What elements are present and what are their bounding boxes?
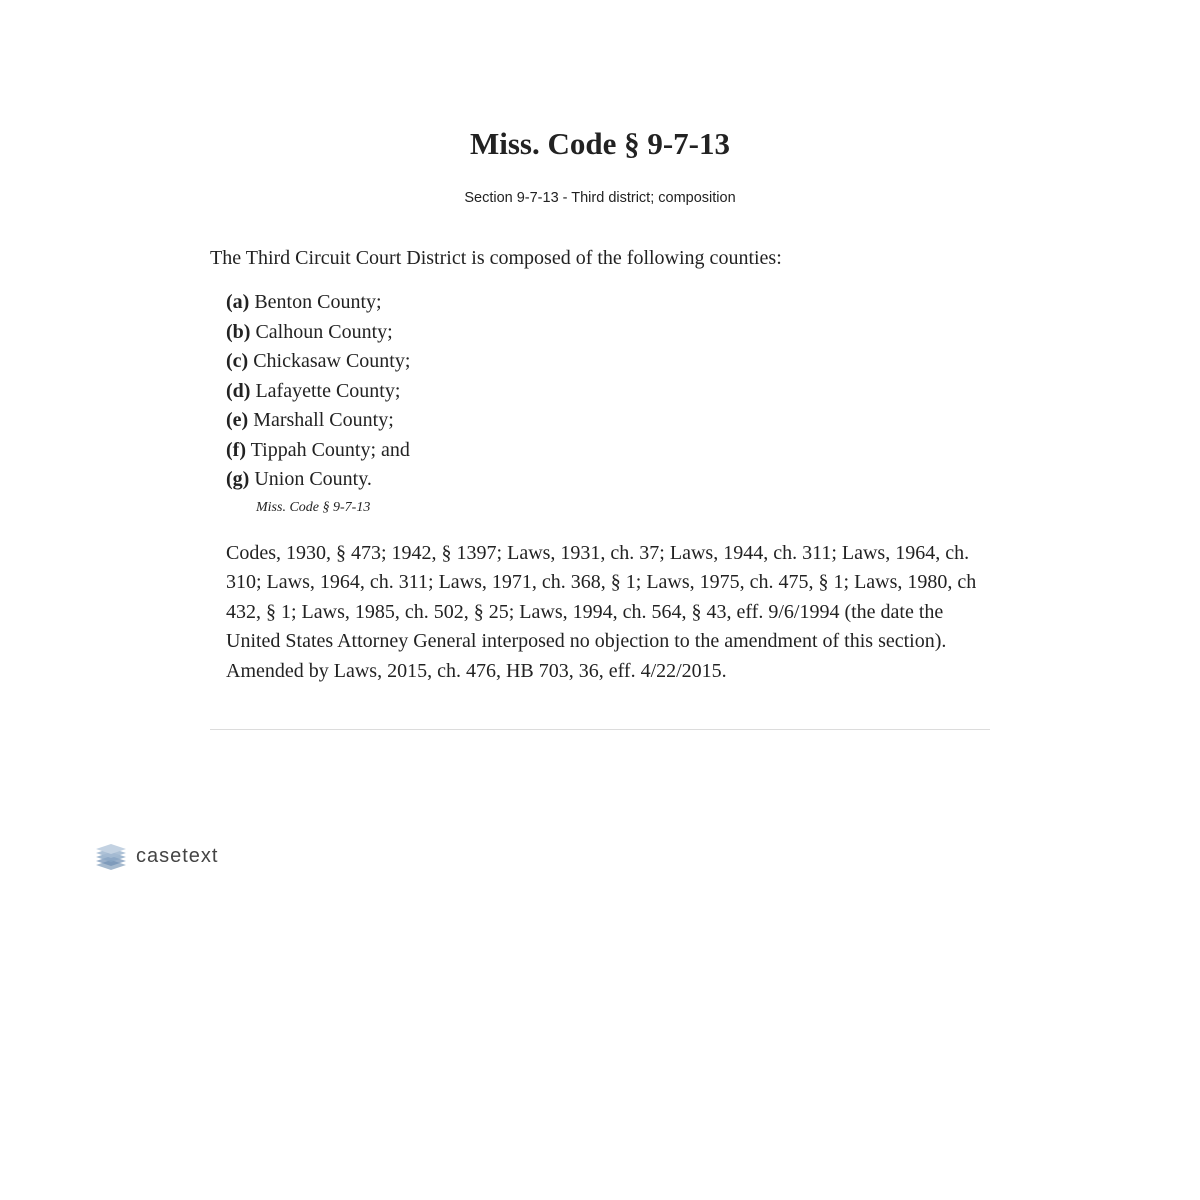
item-label: (e) bbox=[226, 409, 249, 431]
item-label: (f) bbox=[226, 438, 246, 461]
list-item bbox=[226, 465, 986, 495]
section-subtitle: Section 9-7-13 - Third district; composition bbox=[464, 190, 736, 206]
item-text: Tippah County; and bbox=[245, 438, 410, 461]
item-label: (d) bbox=[226, 379, 251, 402]
logo-text: casetext bbox=[136, 844, 219, 867]
list-item bbox=[226, 436, 986, 466]
code-citation: Miss. Code § 9-7-13 bbox=[256, 500, 371, 515]
item-text: Union County. bbox=[249, 468, 372, 490]
page-title: Miss. Code § 9-7-13 bbox=[469, 126, 731, 161]
item-text: Calhoun County; bbox=[250, 320, 393, 343]
item-label: (g) bbox=[226, 468, 250, 490]
list-item bbox=[226, 288, 986, 318]
item-text: Lafayette County; bbox=[250, 379, 401, 402]
list-item bbox=[226, 406, 986, 436]
item-label: (a) bbox=[226, 291, 250, 313]
item-label: (b) bbox=[226, 320, 251, 343]
section-divider bbox=[210, 729, 990, 730]
list-item bbox=[226, 347, 986, 377]
item-text: Chickasaw County; bbox=[248, 350, 411, 372]
stacked-layers-icon bbox=[94, 841, 128, 871]
item-label: (c) bbox=[226, 350, 249, 372]
county-list bbox=[226, 288, 986, 495]
intro-paragraph: The Third Circuit Court District is composed of the following counties: bbox=[210, 247, 782, 269]
legislative-history bbox=[226, 539, 986, 686]
item-text: Benton County; bbox=[249, 291, 382, 313]
history-paragraph: Codes, 1930, § 473; 1942, § 1397; Laws, 1931, ch. 37; Laws, 1944, ch. 311; Laws, 1964, ch. 310; Laws, 1964, ch. 311; Laws, 1971, ch. 368, § 1; Laws, 1975, ch. 475, § 1; Laws, 1980, ch 432, § 1; Laws, 1985, ch. 502, § 25; Laws, 1994, ch. 564, § 43, eff. 9/6/1994 (the date the United States Attorney General interposed no objection to the amendment of this section). bbox=[226, 542, 977, 653]
casetext-logo bbox=[94, 840, 218, 872]
amendment-note: Amended by Laws, 2015, ch. 476, HB 703, 36, eff. 4/22/2015. bbox=[226, 659, 727, 682]
list-item bbox=[226, 377, 986, 407]
item-text: Marshall County; bbox=[248, 409, 394, 431]
list-item bbox=[226, 318, 986, 348]
